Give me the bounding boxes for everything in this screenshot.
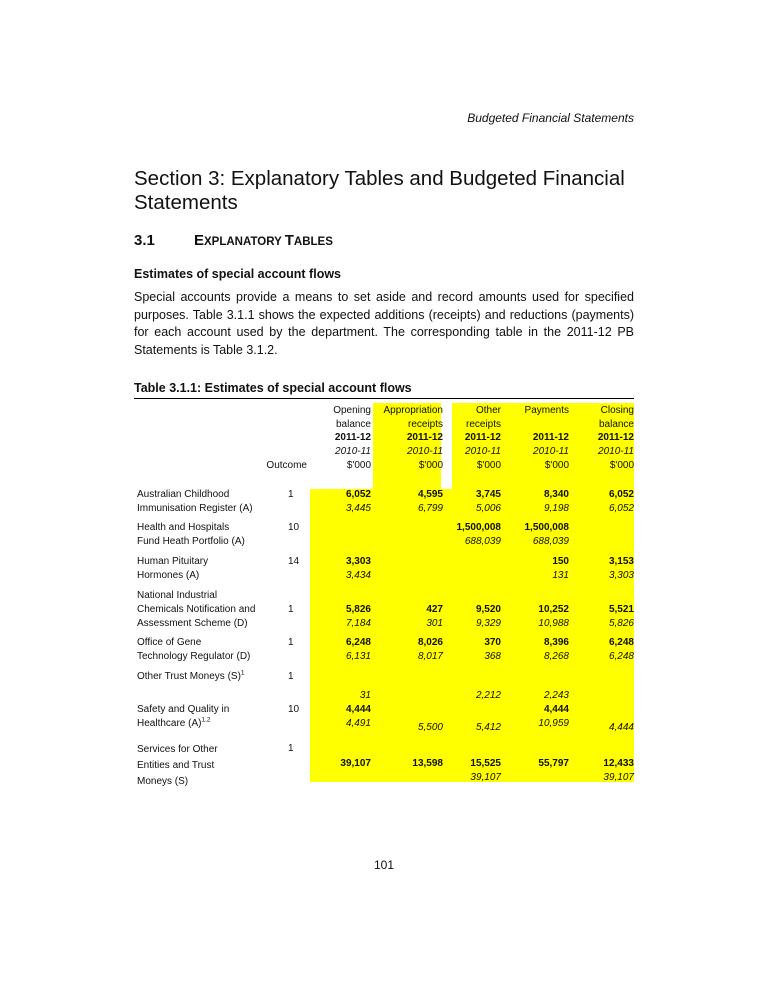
cell-appropriation-prior: 8,017 bbox=[417, 651, 443, 662]
cell-other-prior: 39,107 bbox=[470, 772, 501, 783]
row-label-line: Chemicals Notification and bbox=[137, 604, 256, 615]
cell-payments-prior: 131 bbox=[552, 570, 569, 581]
cell-payments: 10,252 bbox=[538, 604, 569, 615]
cell-appropriation: 427 bbox=[426, 604, 443, 615]
header-closing-2: balance bbox=[598, 419, 634, 430]
cell-other: 9,520 bbox=[475, 604, 501, 615]
header-closing-5: $'000 bbox=[609, 460, 634, 471]
cell-opening: 4,444 bbox=[345, 704, 371, 715]
cell-appropriation: 8,026 bbox=[417, 637, 443, 648]
cell-closing: 5,521 bbox=[608, 604, 634, 615]
section-number: 3.1 bbox=[134, 232, 155, 249]
header-appropriation-5: $'000 bbox=[418, 460, 443, 471]
row-label-line: Entities and Trust bbox=[137, 760, 215, 771]
section-heading-smallcaps-2: ABLES bbox=[293, 236, 333, 248]
cell-closing-prior: 5,826 bbox=[608, 618, 634, 629]
running-head: Budgeted Financial Statements bbox=[467, 111, 634, 125]
table-row-label bbox=[137, 589, 277, 631]
row-label-line: Hormones (A) bbox=[137, 570, 200, 581]
cell-closing-prior: 3,303 bbox=[608, 570, 634, 581]
intro-paragraph: Special accounts provide a means to set aside and record amounts used for specified purposes. Table 3.1.1 shows the expected additions (receipts) and reductions (payments) for each account used by the department. The corresponding table in the 2011-12 PB Statements is Table 3.1.2. bbox=[134, 290, 634, 357]
cell-other-prior: 9,329 bbox=[475, 618, 501, 629]
cell-appropriation-prior: 6,799 bbox=[417, 503, 443, 514]
row-label-line: Other Trust Moneys (S) bbox=[137, 671, 241, 682]
table-row-label bbox=[137, 703, 277, 731]
cell-appropriation-prior: 301 bbox=[426, 618, 443, 629]
row-label-line: Fund Heath Portfolio (A) bbox=[137, 536, 245, 547]
page-number: 101 bbox=[373, 858, 395, 872]
header-appropriation-2: receipts bbox=[407, 419, 443, 430]
table-caption: Table 3.1.1: Estimates of special account flows bbox=[134, 381, 412, 395]
cell-other: 1,500,008 bbox=[456, 522, 501, 533]
row-label-line: Immunisation Register (A) bbox=[137, 503, 253, 514]
row-label-line: Healthcare (A) bbox=[137, 718, 202, 729]
table-row-label bbox=[137, 670, 277, 684]
header-outcome: Outcome bbox=[266, 460, 307, 471]
section-heading bbox=[134, 232, 333, 249]
row-label-line: Health and Hospitals bbox=[137, 522, 230, 533]
header-payments-1: Payments bbox=[524, 405, 569, 416]
cell-closing: 6,248 bbox=[608, 637, 634, 648]
cell-other-prior: 5,006 bbox=[475, 503, 501, 514]
section-heading-smallcaps: XPLANATORY bbox=[204, 236, 285, 248]
table-row-label bbox=[137, 742, 277, 790]
header-opening-1: Opening bbox=[333, 405, 371, 416]
header-closing-3: 2011-12 bbox=[597, 432, 634, 443]
cell-closing: 6,052 bbox=[608, 489, 634, 500]
row-label-line: Australian Childhood bbox=[137, 489, 230, 500]
header-payments-2: 2011-12 bbox=[532, 432, 569, 443]
cell-payments: 8,340 bbox=[543, 489, 569, 500]
row-outcome: 1 bbox=[288, 637, 294, 648]
row-label-line: Services for Other bbox=[137, 744, 218, 755]
cell-closing: 3,153 bbox=[608, 556, 634, 567]
cell-appropriation-prior: 5,500 bbox=[417, 722, 443, 733]
cell-opening: 3,303 bbox=[345, 556, 371, 567]
row-outcome: 14 bbox=[288, 556, 300, 567]
header-closing-4: 2010-11 bbox=[598, 446, 634, 457]
table-row-label bbox=[137, 521, 277, 549]
cell-payments: 150 bbox=[552, 556, 569, 567]
cell-opening-prior: 4,491 bbox=[345, 718, 371, 729]
row-outcome: 10 bbox=[288, 522, 300, 533]
row-outcome: 1 bbox=[288, 671, 294, 682]
cell-other: 370 bbox=[484, 637, 501, 648]
table-row-label bbox=[137, 636, 277, 664]
cell-other-prior: 5,412 bbox=[475, 722, 501, 733]
cell-appropriation: 4,595 bbox=[417, 489, 443, 500]
table-row-label bbox=[137, 488, 277, 516]
header-other-1: Other bbox=[475, 405, 501, 416]
cell-payments-prior: 10,988 bbox=[538, 618, 569, 629]
cell-appropriation: 13,598 bbox=[412, 758, 443, 769]
header-payments-3: 2010-11 bbox=[533, 446, 569, 457]
cell-other-prior: 368 bbox=[484, 651, 501, 662]
cell-other: 3,745 bbox=[475, 489, 501, 500]
cell-other-prior: 2,212 bbox=[475, 690, 501, 701]
cell-payments-prior: 8,268 bbox=[543, 651, 569, 662]
cell-other: 15,525 bbox=[470, 758, 501, 769]
cell-closing-prior: 6,248 bbox=[608, 651, 634, 662]
row-label-line: Safety and Quality in bbox=[137, 704, 230, 715]
cell-payments: 4,444 bbox=[543, 704, 569, 715]
header-other-3: 2011-12 bbox=[464, 432, 501, 443]
cell-payments: 1,500,008 bbox=[524, 522, 569, 533]
cell-opening-prior: 3,445 bbox=[345, 503, 371, 514]
header-opening-5: $'000 bbox=[346, 460, 371, 471]
table-top-rule bbox=[134, 398, 634, 399]
table-row-label bbox=[137, 555, 277, 583]
header-appropriation-3: 2011-12 bbox=[406, 432, 443, 443]
cell-opening-prior: 6,131 bbox=[345, 651, 371, 662]
cell-opening: 39,107 bbox=[340, 758, 371, 769]
cell-opening: 6,052 bbox=[345, 489, 371, 500]
cell-opening-prior: 7,184 bbox=[345, 618, 371, 629]
header-closing-1: Closing bbox=[600, 405, 634, 416]
header-other-4: 2010-11 bbox=[465, 446, 501, 457]
row-outcome: 1 bbox=[288, 489, 294, 500]
cell-payments-prior: 2,243 bbox=[543, 690, 569, 701]
cell-closing-prior: 4,444 bbox=[608, 722, 634, 733]
header-other-5: $'000 bbox=[476, 460, 501, 471]
cell-payments: 8,396 bbox=[543, 637, 569, 648]
cell-other-prior: 688,039 bbox=[464, 536, 501, 547]
cell-payments-prior: 10,959 bbox=[538, 718, 569, 729]
subheading: Estimates of special account flows bbox=[134, 267, 342, 281]
row-label-line: Office of Gene bbox=[137, 637, 202, 648]
row-label-line: Assessment Scheme (D) bbox=[137, 618, 248, 629]
cell-payments-prior: 9,198 bbox=[543, 503, 569, 514]
section-heading-letter: E bbox=[194, 232, 205, 249]
row-label-line: Technology Regulator (D) bbox=[137, 651, 251, 662]
row-label-line: Moneys (S) bbox=[137, 776, 189, 787]
row-outcome: 10 bbox=[288, 704, 300, 715]
cell-opening: 5,826 bbox=[345, 604, 371, 615]
cell-closing-prior: 6,052 bbox=[608, 503, 634, 514]
header-opening-2: balance bbox=[335, 419, 371, 430]
row-outcome: 1 bbox=[288, 604, 294, 615]
header-payments-4: $'000 bbox=[544, 460, 569, 471]
cell-payments-prior: 688,039 bbox=[532, 536, 569, 547]
header-other-2: receipts bbox=[465, 419, 501, 430]
footnote-marker: 1,2 bbox=[201, 716, 211, 724]
cell-payments: 55,797 bbox=[538, 758, 569, 769]
header-opening-3: 2011-12 bbox=[334, 432, 371, 443]
row-label-line: Human Pituitary bbox=[137, 556, 209, 567]
cell-opening-prior: 3,434 bbox=[345, 570, 371, 581]
row-label-line: National Industrial bbox=[137, 590, 218, 601]
cell-opening-prior: 31 bbox=[359, 690, 371, 701]
header-appropriation-1: Appropriation bbox=[383, 405, 443, 416]
cell-opening: 6,248 bbox=[345, 637, 371, 648]
header-opening-4: 2010-11 bbox=[335, 446, 371, 457]
cell-closing-prior: 39,107 bbox=[603, 772, 634, 783]
section-heading-letter-2: T bbox=[284, 232, 294, 249]
footnote-marker: 1 bbox=[240, 669, 245, 677]
header-appropriation-4: 2010-11 bbox=[407, 446, 443, 457]
section-title: Section 3: Explanatory Tables and Budgeted Financial Statements bbox=[134, 167, 625, 214]
row-outcome: 1 bbox=[288, 743, 294, 754]
cell-closing: 12,433 bbox=[603, 758, 634, 769]
